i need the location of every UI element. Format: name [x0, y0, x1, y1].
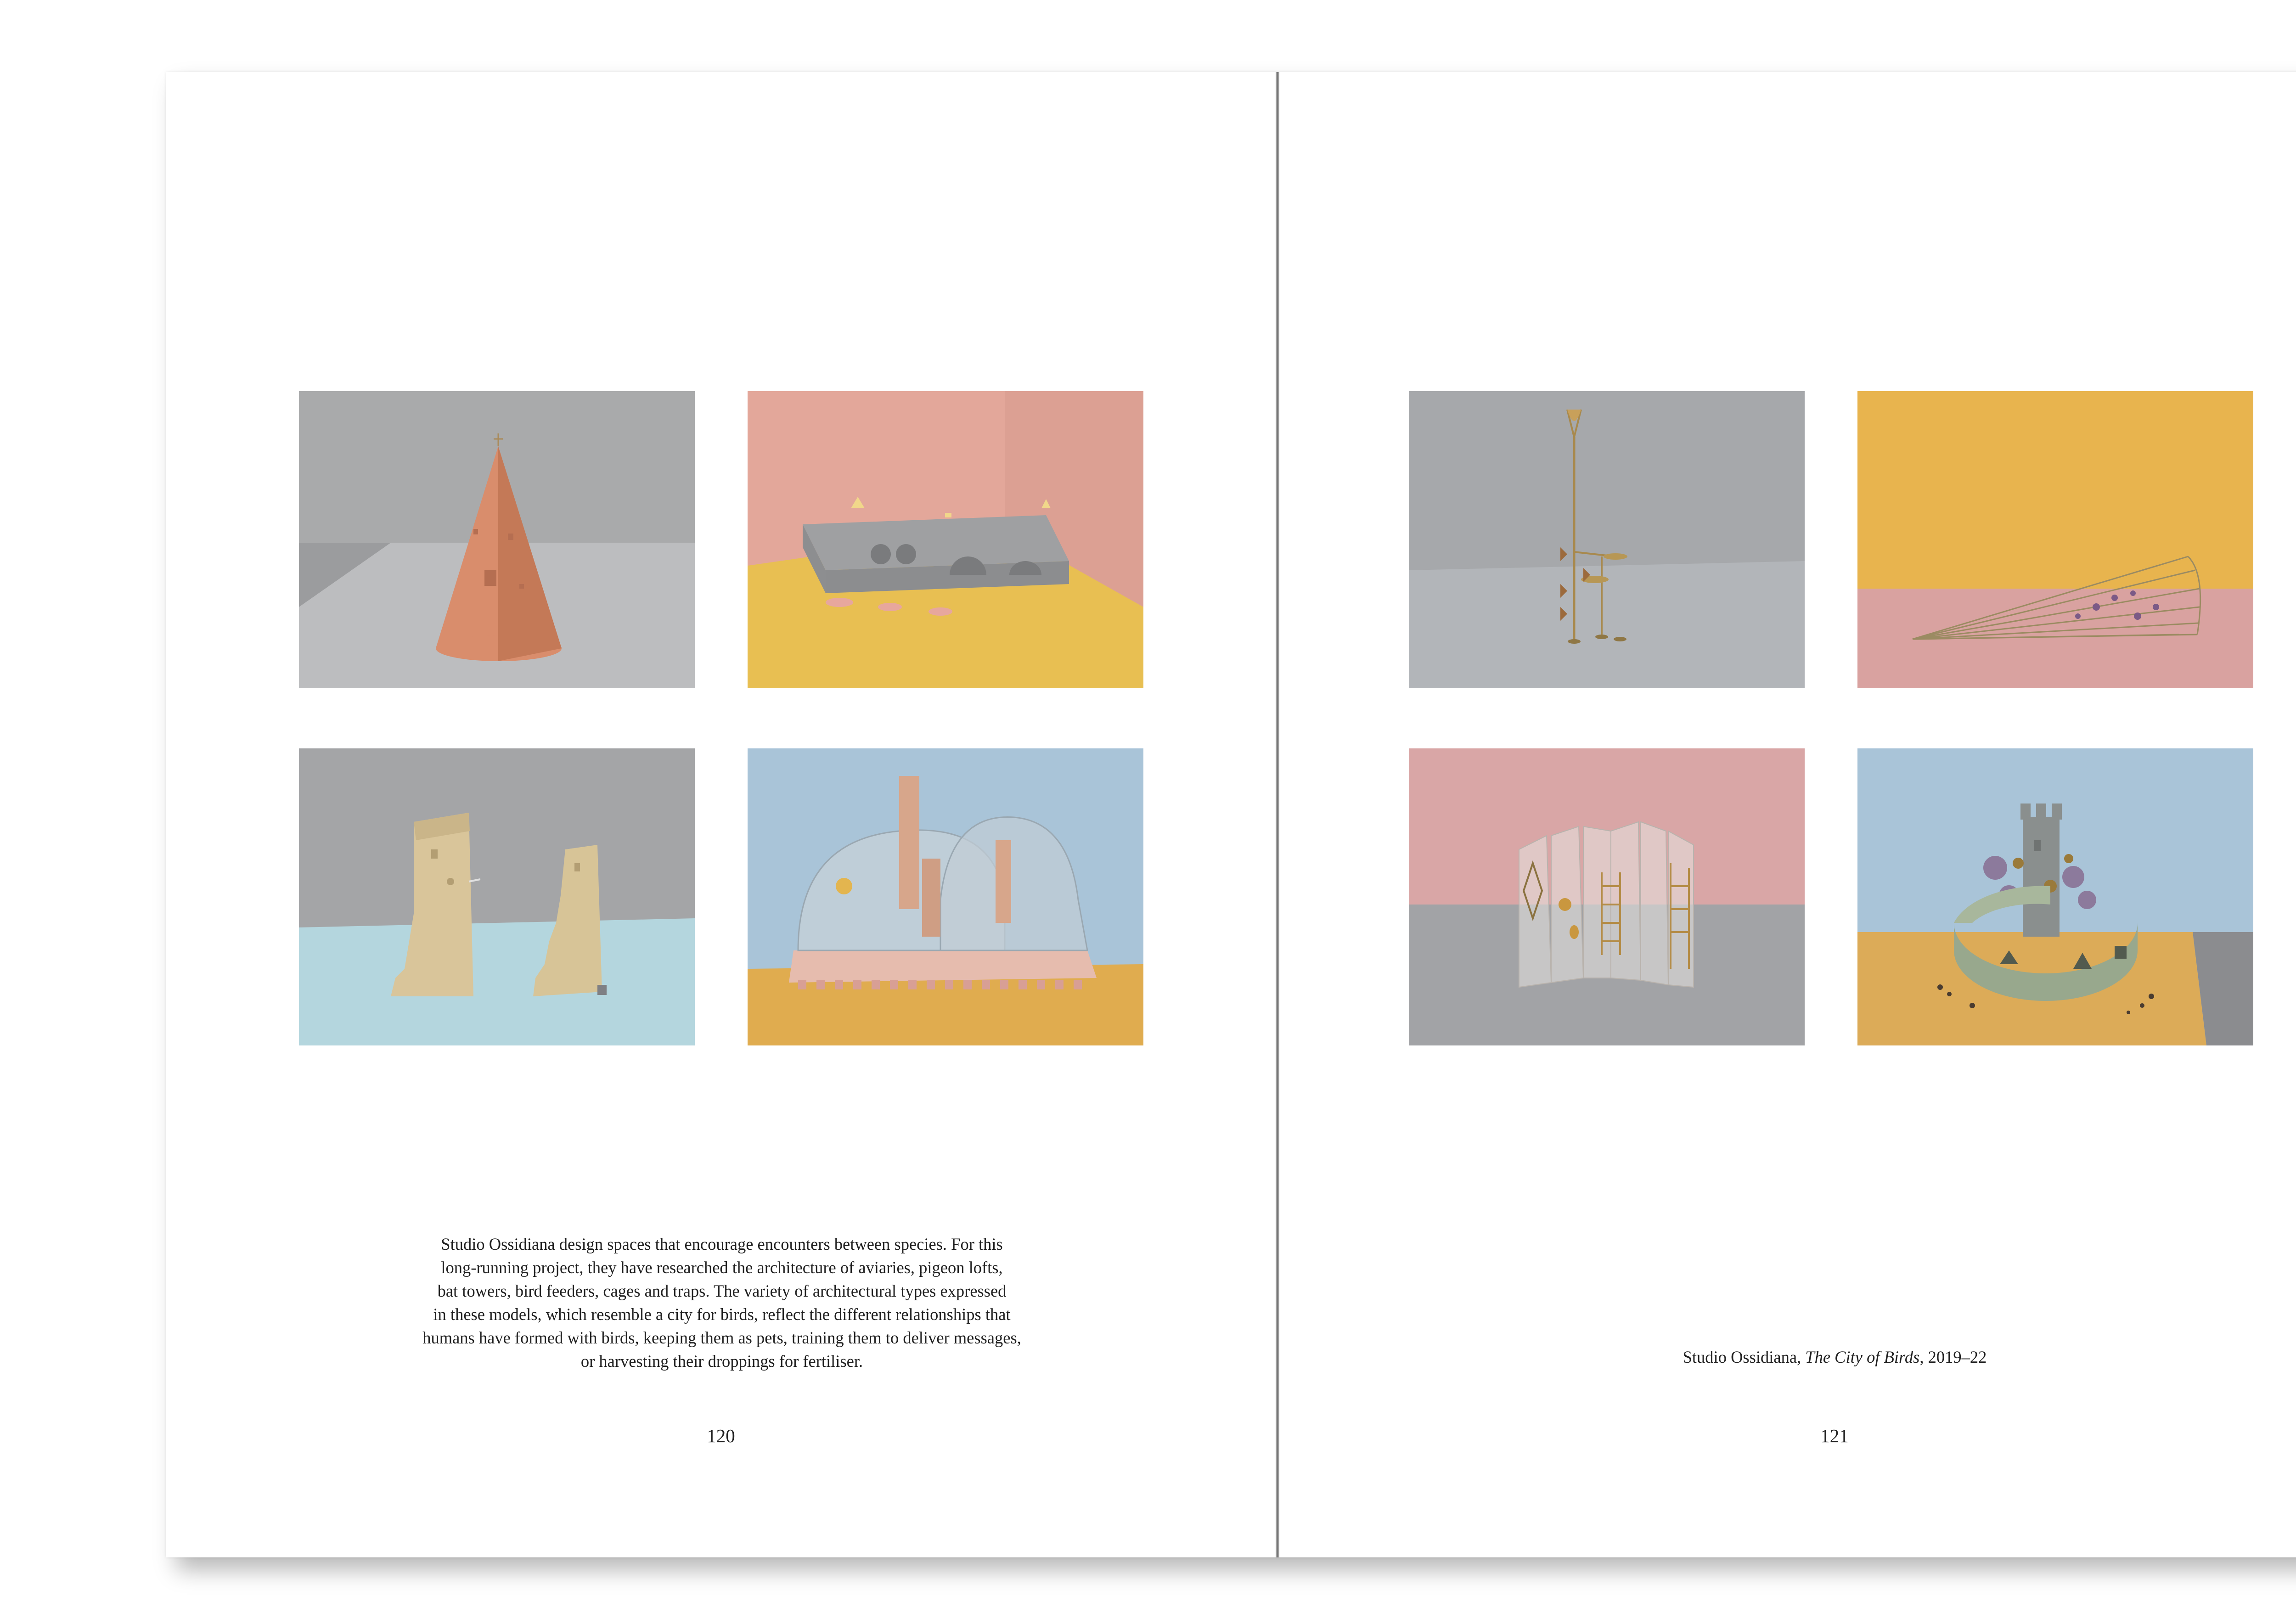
photo-translucent-domes	[748, 748, 1143, 1045]
photo-terracotta-cone-tower	[299, 391, 695, 688]
caption-line: long-running project, they have researched the architecture of aviaries, pigeon lofts,	[441, 1258, 1003, 1277]
photo-stepped-towers	[299, 748, 695, 1045]
credit-years: , 2019–22	[1919, 1348, 1987, 1366]
photo-brass-perch-sculpture	[1409, 391, 1805, 688]
left-page	[166, 72, 1276, 1557]
right-page	[1279, 72, 2296, 1557]
caption-line: Studio Ossidiana design spaces that encourage encounters between species. For this	[441, 1235, 1003, 1253]
credit-title: The City of Birds	[1805, 1348, 1920, 1366]
page-number-text: 120	[707, 1425, 735, 1446]
caption-line: in these models, which resemble a city for birds, reflect the different relationships that	[433, 1305, 1011, 1324]
photo-translucent-screen	[1409, 748, 1805, 1045]
photo-wire-cone-sculpture	[1857, 391, 2253, 688]
page-number-text: 121	[1820, 1425, 1849, 1446]
image-credit	[1279, 1347, 2296, 1367]
caption-line: bat towers, bird feeders, cages and traps. The variety of architectural types expressed	[437, 1281, 1007, 1300]
photo-green-ring-planter	[1857, 748, 2253, 1045]
caption-line: or harvesting their droppings for fertiliser.	[580, 1352, 863, 1371]
photo-grey-wall-model	[748, 391, 1143, 688]
book-gutter	[1276, 72, 1279, 1557]
book-spread	[166, 72, 2296, 1557]
caption-paragraph	[400, 1232, 1043, 1373]
credit-author: Studio Ossidiana,	[1683, 1348, 1806, 1366]
caption-line: humans have formed with birds, keeping them as pets, training them to deliver messages,	[422, 1328, 1021, 1347]
